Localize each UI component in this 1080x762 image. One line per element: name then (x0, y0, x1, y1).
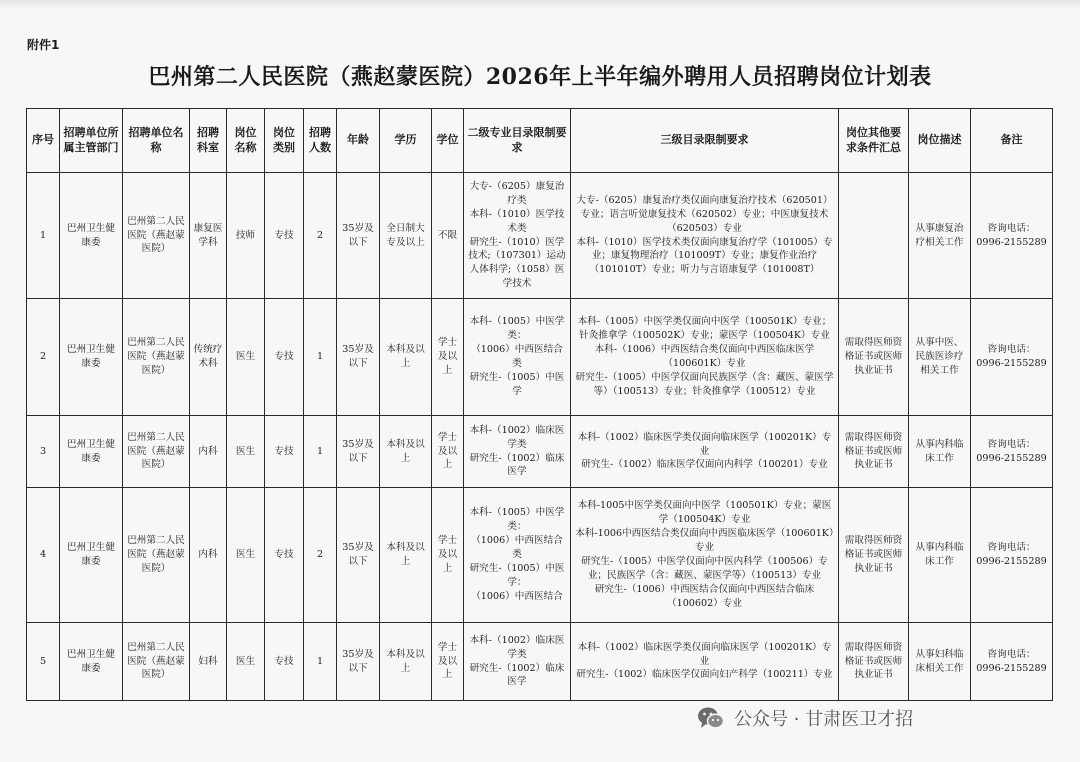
post-name-cell: 医生 (227, 623, 265, 701)
remarks-cell: 咨询电话：0996-2155289 (971, 416, 1053, 488)
degree-cell: 学士及以上 (432, 623, 464, 701)
level3-requirement-cell: 本科-（1005）中医学类仅面向中医学（100501K）专业；针灸推拿学（100502K）专业；蒙医学（100504K）专业 本科-（1006）中西医结合类仅面向中西医临床医学（100601K）专业 研究生-（1005）中医学仅面向民族医学（含：藏医、蒙医学等）（100513）专业；针灸推拿学（100512）专业 (571, 299, 839, 416)
post-name-cell: 医生 (227, 299, 265, 416)
wechat-watermark (696, 700, 913, 736)
department-cell: 巴州卫生健康委 (60, 488, 123, 623)
headcount-cell: 1 (304, 416, 337, 488)
post-description-cell: 从事内科临床工作 (909, 416, 971, 488)
other-requirements-cell: 需取得医师资格证书或医师执业证书 (839, 416, 909, 488)
level2-requirement-cell: 本科-（1005）中医学类： （1006）中西医结合类 研究生-（1005）中医学 (464, 299, 571, 416)
post-description-cell: 从事内科临床工作 (909, 488, 971, 623)
column-header: 备注 (971, 109, 1053, 173)
office-cell: 传统疗术科 (190, 299, 227, 416)
level3-requirement-cell: 本科-（1002）临床医学类仅面向临床医学（100201K）专业 研究生-（1002）临床医学仅面向内科学（100201）专业 (571, 416, 839, 488)
post-description-cell: 从事中医、民族医诊疗相关工作 (909, 299, 971, 416)
post-type-cell: 专技 (265, 416, 304, 488)
unit-name-cell: 巴州第二人民医院（燕赵蒙医院） (123, 623, 190, 701)
degree-cell: 不限 (432, 173, 464, 299)
headcount-cell: 2 (304, 488, 337, 623)
page-edge-shade (0, 0, 1080, 8)
post-type-cell: 专技 (265, 299, 304, 416)
unit-name-cell: 巴州第二人民医院（燕赵蒙医院） (123, 416, 190, 488)
column-header: 岗位类别 (265, 109, 304, 173)
age-cell: 35岁及以下 (337, 299, 380, 416)
level2-requirement-cell: 本科-（1005）中医学类： （1006）中西医结合类 研究生-（1005）中医学： （1006）中西医结合 (464, 488, 571, 623)
department-cell: 巴州卫生健康委 (60, 623, 123, 701)
education-cell: 本科及以上 (380, 299, 432, 416)
unit-name-cell: 巴州第二人民医院（燕赵蒙医院） (123, 173, 190, 299)
age-cell: 35岁及以下 (337, 173, 380, 299)
column-header: 招聘人数 (304, 109, 337, 173)
column-header: 学位 (432, 109, 464, 173)
column-header: 招聘单位所属主管部门 (60, 109, 123, 173)
office-cell: 内科 (190, 488, 227, 623)
post-description-cell: 从事康复治疗相关工作 (909, 173, 971, 299)
education-cell: 本科及以上 (380, 623, 432, 701)
column-header: 三级目录限制要求 (571, 109, 839, 173)
post-type-cell: 专技 (265, 623, 304, 701)
age-cell: 35岁及以下 (337, 416, 380, 488)
post-name-cell: 技师 (227, 173, 265, 299)
watermark-text: 公众号 · 甘肃医卫才招 (734, 709, 914, 730)
column-header: 序号 (27, 109, 60, 173)
degree-cell: 学士及以上 (432, 416, 464, 488)
page-title: 巴州第二人民医院（燕赵蒙医院）2026年上半年编外聘用人员招聘岗位计划表 (148, 64, 932, 90)
row-number: 5 (27, 623, 60, 701)
unit-name-cell: 巴州第二人民医院（燕赵蒙医院） (123, 299, 190, 416)
attachment-label: 附件1 (27, 38, 60, 52)
degree-cell: 学士及以上 (432, 488, 464, 623)
other-requirements-cell: 需取得医师资格证书或医师执业证书 (839, 488, 909, 623)
level3-requirement-cell: 本科-1005中医学类仅面向中医学（100501K）专业；蒙医学（100504K）专业 本科-1006中西医结合类仅面向中西医临床医学（100601K）专业 研究生-（1005）中医学仅面向中医内科学（100506）专业；民族医学（含：藏医、蒙医学等）（100513）专业 研究生-（1006）中西医结合仅面向中西医结合临床（100602）专业 (571, 488, 839, 623)
row-number: 1 (27, 173, 60, 299)
level2-requirement-cell: 本科-（1002）临床医学类 研究生-（1002）临床医学 (464, 623, 571, 701)
wechat-icon (696, 703, 726, 733)
recruitment-plan-table (26, 108, 1053, 701)
education-cell: 本科及以上 (380, 416, 432, 488)
table-row (27, 299, 1053, 416)
department-cell: 巴州卫生健康委 (60, 416, 123, 488)
level2-requirement-cell: 本科-（1002）临床医学类 研究生-（1002）临床医学 (464, 416, 571, 488)
headcount-cell: 2 (304, 173, 337, 299)
department-cell: 巴州卫生健康委 (60, 299, 123, 416)
other-requirements-cell: 需取得医师资格证书或医师执业证书 (839, 623, 909, 701)
row-number: 4 (27, 488, 60, 623)
degree-cell: 学士及以上 (432, 299, 464, 416)
table-header-row (27, 109, 1053, 173)
column-header: 招聘单位名称 (123, 109, 190, 173)
column-header: 年龄 (337, 109, 380, 173)
column-header: 岗位描述 (909, 109, 971, 173)
column-header: 招聘科室 (190, 109, 227, 173)
other-requirements-cell (839, 173, 909, 299)
level2-requirement-cell: 大专-（6205）康复治疗类 本科-（1010）医学技术类 研究生-（1010）医学技术;（107301）运动人体科学;（1058）医学技术 (464, 173, 571, 299)
row-number: 3 (27, 416, 60, 488)
unit-name-cell: 巴州第二人民医院（燕赵蒙医院） (123, 488, 190, 623)
column-header: 学历 (380, 109, 432, 173)
department-cell: 巴州卫生健康委 (60, 173, 123, 299)
other-requirements-cell: 需取得医师资格证书或医师执业证书 (839, 299, 909, 416)
row-number: 2 (27, 299, 60, 416)
headcount-cell: 1 (304, 623, 337, 701)
table-row (27, 488, 1053, 623)
office-cell: 内科 (190, 416, 227, 488)
remarks-cell: 咨询电话：0996-2155289 (971, 488, 1053, 623)
column-header: 二级专业目录限制要求 (464, 109, 571, 173)
remarks-cell: 咨询电话：0996-2155289 (971, 623, 1053, 701)
post-name-cell: 医生 (227, 416, 265, 488)
column-header: 岗位名称 (227, 109, 265, 173)
post-type-cell: 专技 (265, 488, 304, 623)
column-header: 岗位其他要求条件汇总 (839, 109, 909, 173)
post-name-cell: 医生 (227, 488, 265, 623)
post-type-cell: 专技 (265, 173, 304, 299)
headcount-cell: 1 (304, 299, 337, 416)
age-cell: 35岁及以下 (337, 488, 380, 623)
education-cell: 全日制大专及以上 (380, 173, 432, 299)
age-cell: 35岁及以下 (337, 623, 380, 701)
table-row (27, 623, 1053, 701)
level3-requirement-cell: 大专-（6205）康复治疗类仅面向康复治疗技术（620501）专业；语言听觉康复技术（620502）专业；中医康复技术（620503）专业 本科-（1010）医学技术类仅面向康复治疗学（101005）专业；康复物理治疗（101009T）专业；康复作业治疗（101010T）专业；听力与言语康复学（101008T） (571, 173, 839, 299)
remarks-cell: 咨询电话：0996-2155289 (971, 173, 1053, 299)
post-description-cell: 从事妇科临床相关工作 (909, 623, 971, 701)
table-row (27, 173, 1053, 299)
remarks-cell: 咨询电话：0996-2155289 (971, 299, 1053, 416)
education-cell: 本科及以上 (380, 488, 432, 623)
level3-requirement-cell: 本科-（1002）临床医学类仅面向临床医学（100201K）专业 研究生-（1002）临床医学仅面向妇产科学（100211）专业 (571, 623, 839, 701)
office-cell: 妇科 (190, 623, 227, 701)
table-row (27, 416, 1053, 488)
office-cell: 康复医学科 (190, 173, 227, 299)
